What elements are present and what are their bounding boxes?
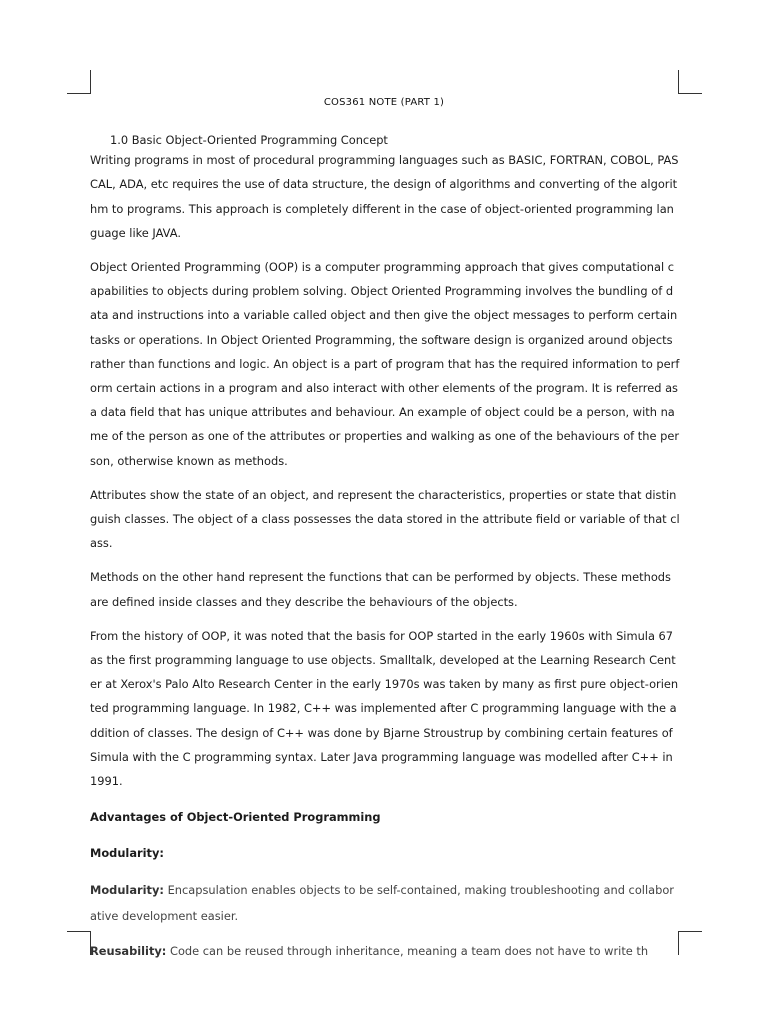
- advantage-text: Code can be reused through inheritance, meaning a team does not have to write th: [166, 944, 649, 959]
- advantages-subheading: Modularity:: [90, 846, 164, 861]
- paragraph-oop-definition: Object Oriented Programming (OOP) is a computer programming approach that gives computational capabilities to objects during problem solving. Object Oriented Programming involves the bundling of data and instructions into a variable called object and then give the object messages to perform certain tasks or operations. In Object Oriented Programming, the software design is organized around objects rather than functions and logic. An object is a part of program that has the required information to perform certain actions in a program and also interact with other elements of the program. It is referred as a data field that has unique attributes and behaviour. An example of object could be a person, with name of the person as one of the attributes or properties and walking as one of the behaviours of the person, otherwise known as methods.: [90, 260, 680, 468]
- crop-mark-top-left-v: [90, 70, 91, 94]
- advantage-item-reusability: [90, 939, 680, 963]
- crop-mark-bottom-left-h: [67, 931, 91, 932]
- paragraph-history: From the history of OOP, it was noted that the basis for OOP started in the early 1960s with Simula 67 as the first programming language to use objects. Smalltalk, developed at the Learning Research Center at Xerox's Palo Alto Research Center in the early 1970s was taken by many as first pure object-oriented programming language. In 1982, C++ was implemented after C programming language with the addition of classes. The design of C++ was done by Bjarne Stroustrup by combining certain features of Simula with the C programming syntax. Later Java programming language was modelled after C++ in 1991.: [90, 628, 679, 789]
- crop-mark-top-right-v: [678, 70, 679, 94]
- intro-paragraph: Writing programs in most of procedural programming languages such as BASIC, FORTRAN, COBOL, PASCAL, ADA, etc requires the use of data structure, the design of algorithms and converting of the algorithm to programs. This approach is completely different in the case of object-oriented programming language like JAVA.: [90, 153, 679, 240]
- advantage-text: Encapsulation enables objects to be self-contained, making troubleshooting and collaborative development easier.: [90, 883, 674, 924]
- advantage-item-modularity: [90, 877, 680, 929]
- section-heading: 1.0 Basic Object-Oriented Programming Concept: [110, 133, 388, 147]
- advantages-heading: Advantages of Object-Oriented Programming: [90, 810, 381, 825]
- paragraph-methods: Methods on the other hand represent the functions that can be performed by objects. These methods are defined inside classes and they describe the behaviours of the objects.: [90, 570, 671, 609]
- crop-mark-top-left-h: [67, 93, 91, 94]
- advantage-label: Reusability:: [90, 944, 167, 959]
- document-body: [90, 128, 680, 963]
- advantage-label: Modularity:: [90, 883, 164, 898]
- paragraph-attributes: Attributes show the state of an object, and represent the characteristics, properties or state that distinguish classes. The object of a class possesses the data stored in the attribute field or variable of that class.: [90, 487, 680, 551]
- crop-mark-top-right-h: [678, 93, 702, 94]
- page-title: COS361 NOTE (PART 1): [323, 97, 445, 108]
- crop-mark-bottom-right-h: [678, 931, 702, 932]
